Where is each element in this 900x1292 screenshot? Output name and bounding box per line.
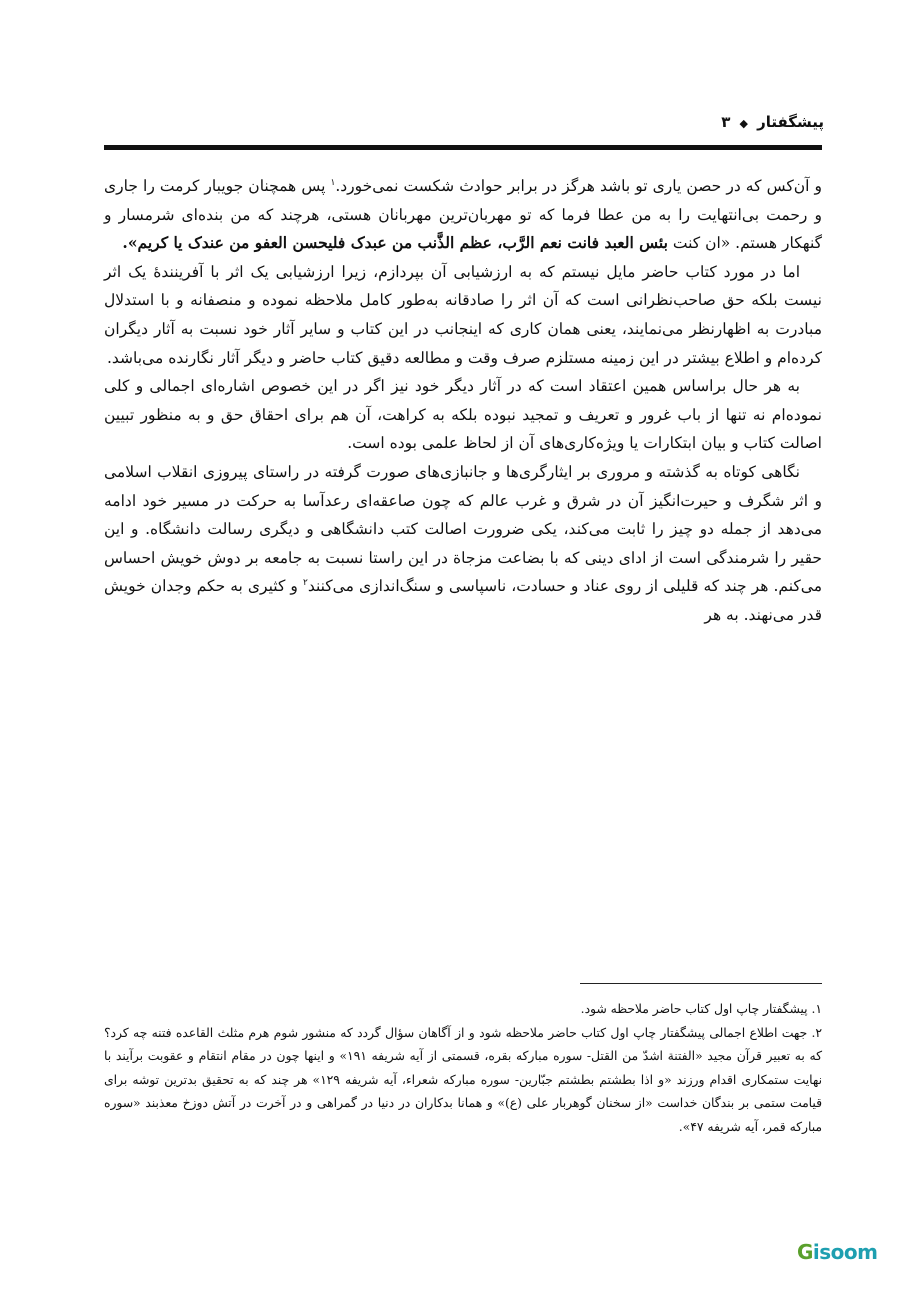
paragraph-1	[104, 172, 822, 258]
footnote-1: ۱. پیشگفتار چاپ اول کتاب حاضر ملاحظه شود.	[580, 1002, 822, 1016]
paragraph-4-continued: و کثیری به حکم وجدان خویش قدر می‌نهند. به هر	[104, 577, 822, 624]
arabic-quote: بئس العبد فانت نعم الرَّب، عظم الذَّنب من عبدک فلیحسن العفو من عندک یا کریم».	[122, 233, 668, 253]
diamond-separator-icon: ◆	[739, 117, 748, 130]
paragraph-1-text: و آن‌کس که در حصن یاری تو باشد هرگز در برابر حوادث شکست نمی‌خورد.	[335, 177, 822, 195]
logo-text: isoom	[812, 1240, 878, 1264]
footnote-separator	[580, 983, 822, 984]
logo-letter-g: G	[797, 1240, 813, 1264]
page-number: ۳	[721, 113, 731, 131]
paragraph-2: اما در مورد کتاب حاضر مایل نیستم که به ارزشیابی آن بپردازم، زیرا ارزشیابی یک اثر با آفرینندهٔ یک اثر نیست بلکه حق صاحب‌نظرانی است که آن اثر را صادقانه به‌طور کامل ملاحظه نموده و منصفانه و با استدلال مبادرت به اظهارنظر می‌نمایند، یعنی همان کاری که اینجانب در این کتاب و سایر آثار خود نسبت به آثار دیگران کرده‌ام و اطلاع بیشتر در این زمینه مستلزم صرف وقت و مطالعه دقیق کتاب حاضر و دیگر آثار نگارنده می‌باشد.	[104, 262, 822, 367]
footnote-ref-1[interactable]: ۱	[330, 177, 336, 188]
footnote-ref-2[interactable]: ۲	[302, 578, 308, 589]
paragraph-3: به هر حال براساس همین اعتقاد است که در آثار دیگر خود نیز اگر در این خصوص اشاره‌ای اجمالی و کلی نموده‌ام نه تنها از باب غرور و تعریف و تمجید نبوده بلکه به کراهت، آن هم برای احقاق حق و به منظور تبیین اصالت کتاب و بیان ابتکارات یا ویژه‌کاری‌های آن از لحاظ علمی بوده است.	[104, 377, 822, 453]
paragraph-4-text: نگاهی کوتاه به گذشته و مروری بر ایثارگری‌ها و جانبازی‌های صورت گرفته در راستای پیروزی انقلاب اسلامی و اثر شگرف و حیرت‌انگیز آن در شرق و غرب عالم که چون صاعقه‌ای رعدآسا به حرکت در مسیر خود ادامه می‌دهد از جمله دو چیز را ثابت می‌کند، یکی ضرورت اصالت کتب دانشگاهی و دیگری رسالت دانشگاه. و این حقیر را شرمندگی است از ادای دینی که با بضاعت مزجاة در این راستا نسبت به جامعه بر دوش خویش احساس می‌کنم. هر چند که قلیلی از روی عناد و حسادت، ناسپاسی و سنگ‌اندازی می‌کنند	[104, 462, 822, 596]
footnotes	[104, 998, 822, 1139]
footnote-2: ۲. جهت اطلاع اجمالی پیشگفتار چاپ اول کتاب حاضر ملاحظه شود و از آگاهان سؤال گردد که منشور شوم هرم مثلث القاعده فتنه چه کرد؟ که به تعبیر قرآن مجید «الفتنة اشدّ من القتل- سوره مبارکه بقره، قسمتی از آیه شریفه ۱۹۱» و اینها چون در مقام انتقام و عقوبت برآیند با نهایت ستمکاری اقدام ورزند «و اذا بطشتم بطشتم جبّارین- سوره مبارکه شعراء، آیه شریفه ۱۲۹» هر چند که به تحقیق بدترین توشه برای قیامت ستمی بر بندگان خداست «از سخنان گوهربار علی (ع)» و همانا بدکاران در دنیا در گمراهی و در آخرت در آتش دوزخ معذبند «سوره مبارکه قمر، آیه شریفه ۴۷».	[104, 1025, 822, 1134]
running-header	[104, 112, 824, 136]
header-rule	[104, 145, 822, 150]
paragraph-4	[104, 458, 822, 630]
body-text	[104, 172, 822, 630]
gisoom-logo	[797, 1240, 889, 1266]
paragraph-1-continued: پس همچنان جویبار کرمت را جاری و رحمت بی‌انتهایت را به من عطا فرما که تو مهربان‌ترین مهربانان هستی، هرچند که من بنده‌ای شرمسار و گنهکار هستم. «ان کنت	[104, 177, 822, 253]
header-title: پیشگفتار	[757, 113, 824, 131]
